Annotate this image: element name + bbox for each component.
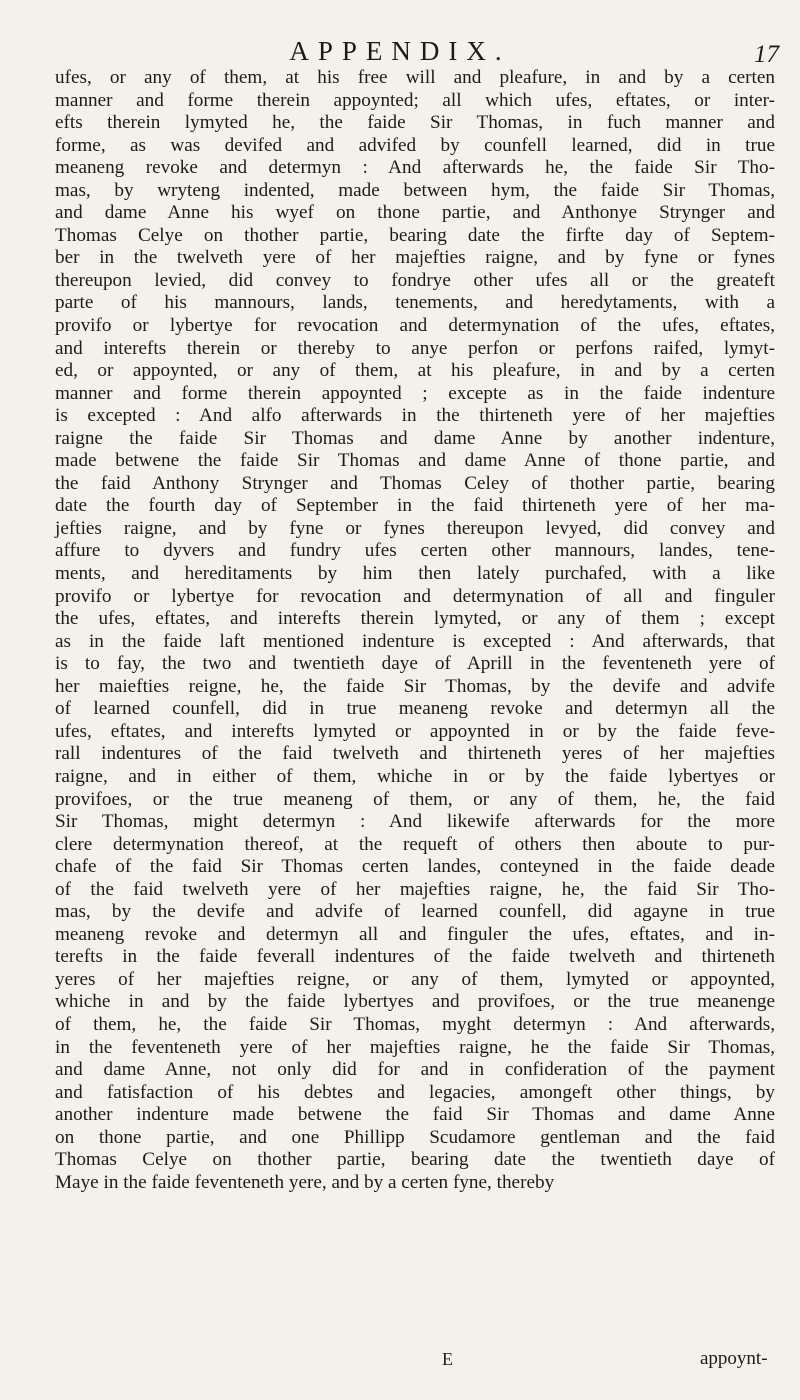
text-line: made betwene the faide Sir Thomas and dame Anne of thone partie, and	[55, 450, 775, 472]
text-line: mas, by wryteng indented, made between hym, the faide Sir Thomas,	[55, 179, 775, 201]
text-line: yeres of her majefties reigne, or any of them, lymyted or appoynted,	[55, 968, 775, 990]
text-line: raigne the faide Sir Thomas and dame Anne by another indenture,	[55, 427, 775, 449]
text-line: efts therein lymyted he, the faide Sir Thomas, in fuch manner and	[55, 112, 775, 134]
text-line: affure to dyvers and fundry ufes certen other mannours, landes, tene-	[55, 540, 775, 562]
signature-mark: E	[442, 1349, 453, 1369]
text-line: date the fourth day of September in the faid thirteneth yere of her ma-	[55, 495, 775, 517]
text-line: ufes, or any of them, at his free will and pleafure, in and by a certen	[55, 67, 775, 88]
text-line: forme, as was devifed and advifed by counfell learned, did in true	[55, 134, 775, 156]
text-line: Sir Thomas, might determyn : And likewife afterwards for the more	[55, 811, 775, 833]
text-line: Thomas Celye on thother partie, bearing date the firfte day of Septem-	[55, 224, 775, 246]
text-line: and fatisfaction of his debtes and legacies, amongeft other things, by	[55, 1081, 775, 1103]
text-line: and dame Anne his wyef on thone partie, and Anthonye Strynger and	[55, 202, 775, 224]
text-line: terefts in the faide feverall indentures of the faide twelveth and thirteneth	[55, 946, 775, 968]
text-line: the ufes, eftates, and interefts therein lymyted, or any of them ; except	[55, 608, 775, 630]
text-line: provifo or lybertye for revocation and determynation of the ufes, eftates,	[55, 315, 775, 337]
text-line: of the faid twelveth yere of her majefties raigne, he, the faid Sir Tho-	[55, 878, 775, 900]
text-line: meaneng revoke and determyn : And afterwards he, the faide Sir Tho-	[55, 157, 775, 179]
text-line: manner and forme therein appoynted; all which ufes, eftates, or inter-	[55, 89, 775, 111]
text-line: on thone partie, and one Phillipp Scudamore gentleman and the faid	[55, 1126, 775, 1148]
catchword: appoynt-	[700, 1348, 768, 1369]
text-line: meaneng revoke and determyn all and finguler the ufes, eftates, and in-	[55, 923, 775, 945]
text-line: whiche in and by the faide lybertyes and provifoes, or the true meanenge	[55, 991, 775, 1013]
text-line: and interefts therein or thereby to anye perfon or perfons raifed, lymyt-	[55, 337, 775, 359]
body-text	[55, 67, 775, 1194]
text-line: of learned counfell, did in true meaneng revoke and determyn all the	[55, 698, 775, 720]
text-line: her maiefties reigne, he, the faide Sir Thomas, by the devife and advife	[55, 675, 775, 697]
text-line: of them, he, the faide Sir Thomas, myght determyn : And afterwards,	[55, 1013, 775, 1035]
text-line: provifo or lybertye for revocation and determynation of all and finguler	[55, 585, 775, 607]
text-line: ufes, eftates, and interefts lymyted or appoynted in or by the faide feve-	[55, 720, 775, 742]
text-line: ber in the twelveth yere of her majefties raigne, and by fyne or fynes	[55, 247, 775, 269]
text-line: as in the faide laft mentioned indenture is excepted : And afterwards, that	[55, 630, 775, 652]
text-line: another indenture made betwene the faid Sir Thomas and dame Anne	[55, 1104, 775, 1126]
text-line: the faid Anthony Strynger and Thomas Celey of thother partie, bearing	[55, 472, 775, 494]
text-line: parte of his mannours, lands, tenements, and heredytaments, with a	[55, 292, 775, 314]
text-line: in the feventeneth yere of her majefties raigne, he the faide Sir Thomas,	[55, 1036, 775, 1058]
text-line: ed, or appoynted, or any of them, at his pleafure, in and by a certen	[55, 360, 775, 382]
text-line: ments, and hereditaments by him then lately purchafed, with a like	[55, 563, 775, 585]
text-line: rall indentures of the faid twelveth and thirteneth yeres of her majefties	[55, 743, 775, 765]
text-line: chafe of the faid Sir Thomas certen landes, conteyned in the faide deade	[55, 856, 775, 878]
text-line: clere determynation thereof, at the requeft of others then aboute to pur-	[55, 833, 775, 855]
text-line: jefties raigne, and by fyne or fynes thereupon levyed, did convey and	[55, 517, 775, 539]
text-line: thereupon levied, did convey to fondrye other ufes all or the greateft	[55, 269, 775, 291]
text-line: and dame Anne, not only did for and in confideration of the payment	[55, 1059, 775, 1081]
text-line: manner and forme therein appoynted ; excepte as in the faide indenture	[55, 382, 775, 404]
text-line: is excepted : And alfo afterwards in the thirteneth yere of her majefties	[55, 405, 775, 427]
text-line: Maye in the faide feventeneth yere, and by a certen fyne, thereby	[55, 1171, 555, 1193]
text-line: provifoes, or the true meaneng of them, or any of them, he, the faid	[55, 788, 775, 810]
text-line: mas, by the devife and advife of learned counfell, did agayne in true	[55, 901, 775, 923]
text-line: raigne, and in either of them, whiche in or by the faide lybertyes or	[55, 765, 775, 787]
text-line: is to fay, the two and twentieth daye of Aprill in the feventeneth yere of	[55, 653, 775, 675]
running-head: APPENDIX.	[289, 36, 511, 66]
page-number: 17	[754, 41, 779, 68]
text-line: Thomas Celye on thother partie, bearing date the twentieth daye of	[55, 1149, 775, 1171]
